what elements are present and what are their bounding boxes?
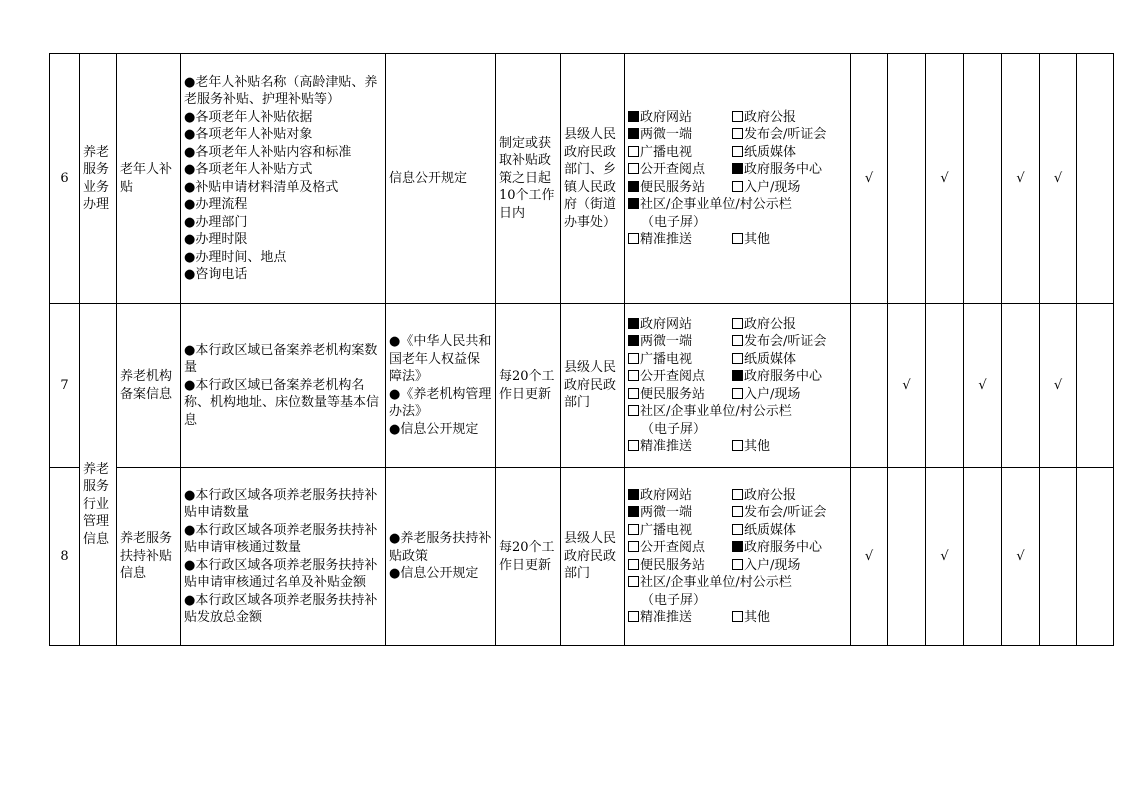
subject-cell: 县级人民政府民政部门、乡镇人民政府（街道办事处） xyxy=(561,54,625,304)
channel-option xyxy=(732,126,826,144)
timeline-cell: 每20个工作日更新 xyxy=(496,304,561,468)
channel-option xyxy=(732,609,770,627)
checked-box-icon xyxy=(628,506,639,517)
row-number: 8 xyxy=(50,468,80,646)
subject-cell: 县级人民政府民政部门 xyxy=(561,468,625,646)
channel-label: 政府服务中心 xyxy=(744,162,823,177)
check-cell: √ xyxy=(1040,54,1077,304)
channel-label: 社区/企事业单位/村公示栏 xyxy=(640,404,792,419)
channel-line xyxy=(628,438,847,456)
channel-option xyxy=(732,351,796,369)
content-line: ●办理部门 xyxy=(184,214,248,230)
channel-line xyxy=(628,522,847,540)
channel-option xyxy=(732,557,800,575)
check-cell: √ xyxy=(851,468,888,646)
channel-line xyxy=(628,539,847,557)
unchecked-box-icon xyxy=(732,489,743,500)
row-number: 7 xyxy=(50,304,80,468)
checked-box-icon xyxy=(732,370,743,381)
channel-option xyxy=(732,179,800,197)
checked-box-icon xyxy=(628,489,639,500)
channel-label: 政府公报 xyxy=(744,109,797,125)
channel-line xyxy=(628,609,847,627)
checked-box-icon xyxy=(732,541,743,552)
channel-label: 发布会/听证会 xyxy=(744,505,827,520)
check-cell xyxy=(851,304,888,468)
channel-option xyxy=(732,438,770,456)
content-line: ●各项老年人补贴方式 xyxy=(184,162,313,177)
timeline-cell: 每20个工作日更新 xyxy=(496,468,561,646)
channel-sub-label: （电子屏） xyxy=(641,592,707,608)
content-cell xyxy=(181,304,386,468)
unchecked-box-icon xyxy=(732,440,743,451)
check-cell xyxy=(1077,54,1114,304)
channel-line xyxy=(628,109,847,127)
basis-line: ●养老服务扶持补贴政策 xyxy=(389,531,492,564)
content-line: ●办理时间、地点 xyxy=(184,249,287,265)
check-cell xyxy=(964,468,1002,646)
channel-label: 精准推送 xyxy=(640,439,693,454)
channel-option xyxy=(732,144,796,162)
channel-option xyxy=(732,109,796,127)
basis-line: ●信息公开规定 xyxy=(389,566,479,582)
content-line: ●补贴申请材料清单及格式 xyxy=(184,179,339,195)
channel-label: 其他 xyxy=(744,439,771,454)
channel-option xyxy=(628,522,732,540)
channel-option xyxy=(732,368,822,386)
channel-sub-label: （电子屏） xyxy=(641,421,707,437)
channel-line xyxy=(628,368,847,386)
channel-label: 政府网站 xyxy=(640,109,693,125)
checked-box-icon xyxy=(628,318,639,329)
content-line: ●办理流程 xyxy=(184,197,248,212)
channel-option xyxy=(628,368,732,386)
channel-label: 便民服务站 xyxy=(640,386,706,402)
channel-line xyxy=(628,351,847,369)
unchecked-box-icon xyxy=(732,559,743,570)
channel-option xyxy=(628,557,732,575)
content-line: ●咨询电话 xyxy=(184,267,248,282)
checked-box-icon xyxy=(628,181,639,192)
check-cell: √ xyxy=(1002,468,1040,646)
channel-option xyxy=(628,574,792,592)
basis-cell xyxy=(386,468,496,646)
channel-option xyxy=(628,316,732,334)
channel-label: 政府服务中心 xyxy=(744,369,823,384)
channels-cell xyxy=(625,54,851,304)
channel-line xyxy=(628,403,847,421)
channel-label: 入户/现场 xyxy=(744,179,801,195)
check-cell xyxy=(1077,304,1114,468)
channel-option xyxy=(628,351,732,369)
content-line: ●各项老年人补贴依据 xyxy=(184,109,313,125)
item-cell: 养老服务扶持补贴信息 xyxy=(117,468,181,646)
unchecked-box-icon xyxy=(628,440,639,451)
channel-line xyxy=(628,504,847,522)
channel-label: 便民服务站 xyxy=(640,179,706,195)
unchecked-box-icon xyxy=(732,181,743,192)
channel-line xyxy=(628,557,847,575)
unchecked-box-icon xyxy=(628,163,639,174)
table-row xyxy=(50,304,1114,468)
timeline-cell: 制定或获取补贴政策之日起10个工作日内 xyxy=(496,54,561,304)
channel-sub-label: （电子屏） xyxy=(641,214,707,230)
unchecked-box-icon xyxy=(628,233,639,244)
channel-label: 发布会/听证会 xyxy=(744,127,827,142)
unchecked-box-icon xyxy=(628,541,639,552)
category-cell: 养老服务业务办理 xyxy=(80,54,117,304)
channel-option xyxy=(732,316,796,334)
channel-option xyxy=(628,231,732,249)
check-cell: √ xyxy=(926,468,964,646)
unchecked-box-icon xyxy=(732,233,743,244)
content-line: ●各项老年人补贴对象 xyxy=(184,127,313,142)
channel-line xyxy=(628,333,847,351)
basis-cell xyxy=(386,304,496,468)
channel-label: 社区/企事业单位/村公示栏 xyxy=(640,575,792,590)
channel-option xyxy=(628,386,732,404)
content-line: ●本行政区域各项养老服务扶持补贴申请审核通过数量 xyxy=(184,522,378,555)
content-line: ●本行政区域各项养老服务扶持补贴申请审核通过名单及补贴金额 xyxy=(184,557,378,590)
unchecked-box-icon xyxy=(628,576,639,587)
checked-box-icon xyxy=(628,111,639,122)
basis-line: ●《中华人民共和国老年人权益保障法》 xyxy=(389,334,492,384)
content-line: ●本行政区域已备案养老机构案数量 xyxy=(184,342,378,376)
channel-option xyxy=(628,539,732,557)
content-line: ●本行政区域各项养老服务扶持补贴申请数量 xyxy=(184,487,378,520)
subject-cell: 县级人民政府民政部门 xyxy=(561,304,625,468)
table-row xyxy=(50,54,1114,304)
check-cell xyxy=(1002,304,1040,468)
unchecked-box-icon xyxy=(732,353,743,364)
unchecked-box-icon xyxy=(732,111,743,122)
channel-label: 入户/现场 xyxy=(744,386,801,402)
category-cell: 养老服务行业管理信息 xyxy=(80,304,117,646)
unchecked-box-icon xyxy=(732,611,743,622)
channel-option xyxy=(628,487,732,505)
channel-option xyxy=(732,539,822,557)
content-line: ●办理时限 xyxy=(184,232,248,247)
check-cell: √ xyxy=(851,54,888,304)
channel-label: 两微一端 xyxy=(640,505,693,520)
channel-label: 政府服务中心 xyxy=(744,540,823,555)
check-cell: √ xyxy=(964,304,1002,468)
channel-label: 纸质媒体 xyxy=(744,522,797,538)
unchecked-box-icon xyxy=(628,353,639,364)
channel-label: 入户/现场 xyxy=(744,557,801,573)
channel-option xyxy=(628,126,732,144)
check-cell xyxy=(1077,468,1114,646)
check-cell xyxy=(888,468,926,646)
channels-cell xyxy=(625,468,851,646)
item-cell: 养老机构备案信息 xyxy=(117,304,181,468)
channel-label: 纸质媒体 xyxy=(744,144,797,160)
channel-option xyxy=(732,504,826,522)
check-cell xyxy=(926,304,964,468)
check-cell: √ xyxy=(926,54,964,304)
basis-line: ●《养老机构管理办法》 xyxy=(389,386,492,419)
unchecked-box-icon xyxy=(628,370,639,381)
channel-label: 精准推送 xyxy=(640,610,693,625)
channel-label: 两微一端 xyxy=(640,127,693,142)
channel-option xyxy=(628,179,732,197)
content-line: ●本行政区域各项养老服务扶持补贴发放总金额 xyxy=(184,592,378,625)
unchecked-box-icon xyxy=(628,559,639,570)
channel-label: 两微一端 xyxy=(640,334,693,349)
content-cell xyxy=(181,468,386,646)
content-line: ●各项老年人补贴内容和标准 xyxy=(184,144,352,160)
basis-line: ●信息公开规定 xyxy=(389,421,479,437)
channel-line xyxy=(628,126,847,144)
channel-line xyxy=(628,179,847,197)
check-cell xyxy=(964,54,1002,304)
channel-label: 纸质媒体 xyxy=(744,351,797,367)
basis-cell: 信息公开规定 xyxy=(386,54,496,304)
table-row xyxy=(50,468,1114,646)
channel-option xyxy=(732,487,796,505)
unchecked-box-icon xyxy=(628,405,639,416)
channel-line xyxy=(628,316,847,334)
unchecked-box-icon xyxy=(732,506,743,517)
item-cell: 老年人补贴 xyxy=(117,54,181,304)
check-cell xyxy=(888,54,926,304)
channel-option xyxy=(732,161,822,179)
channel-label: 广播电视 xyxy=(640,351,693,367)
channel-label: 其他 xyxy=(744,610,771,625)
unchecked-box-icon xyxy=(732,335,743,346)
checked-box-icon xyxy=(628,128,639,139)
channel-label: 政府网站 xyxy=(640,316,693,332)
checked-box-icon xyxy=(732,163,743,174)
channel-line xyxy=(628,196,847,214)
channel-option xyxy=(628,333,732,351)
content-line: ●老年人补贴名称（高龄津贴、养老服务补贴、护理补贴等） xyxy=(184,74,378,107)
channel-line xyxy=(628,574,847,592)
unchecked-box-icon xyxy=(732,146,743,157)
check-cell: √ xyxy=(888,304,926,468)
unchecked-box-icon xyxy=(732,128,743,139)
disclosure-table xyxy=(49,53,1114,646)
unchecked-box-icon xyxy=(628,611,639,622)
channel-option xyxy=(732,333,826,351)
check-cell: √ xyxy=(1002,54,1040,304)
channel-option xyxy=(732,386,800,404)
channel-line xyxy=(628,161,847,179)
channel-label: 广播电视 xyxy=(640,144,693,160)
unchecked-box-icon xyxy=(732,524,743,535)
unchecked-box-icon xyxy=(732,388,743,399)
channel-label: 社区/企事业单位/村公示栏 xyxy=(640,197,792,212)
content-cell xyxy=(181,54,386,304)
channel-line xyxy=(628,386,847,404)
channel-label: 精准推送 xyxy=(640,232,693,247)
channel-line xyxy=(628,144,847,162)
unchecked-box-icon xyxy=(732,318,743,329)
channels-cell xyxy=(625,304,851,468)
channel-option xyxy=(732,522,796,540)
channel-label: 公开查阅点 xyxy=(640,540,706,555)
channel-label: 发布会/听证会 xyxy=(744,334,827,349)
check-cell xyxy=(1040,468,1077,646)
channel-option xyxy=(628,109,732,127)
channel-option xyxy=(628,504,732,522)
checked-box-icon xyxy=(628,335,639,346)
unchecked-box-icon xyxy=(628,146,639,157)
channel-line xyxy=(628,231,847,249)
channel-label: 政府公报 xyxy=(744,487,797,503)
channel-label: 公开查阅点 xyxy=(640,162,706,177)
unchecked-box-icon xyxy=(628,524,639,535)
unchecked-box-icon xyxy=(628,388,639,399)
channel-label: 政府公报 xyxy=(744,316,797,332)
channel-option xyxy=(628,609,732,627)
channel-option xyxy=(732,231,770,249)
channel-label: 广播电视 xyxy=(640,522,693,538)
channel-label: 公开查阅点 xyxy=(640,369,706,384)
channel-label: 便民服务站 xyxy=(640,557,706,573)
channel-option xyxy=(628,196,792,214)
channel-option xyxy=(628,161,732,179)
channel-option xyxy=(628,403,792,421)
channel-line xyxy=(628,487,847,505)
channel-label: 其他 xyxy=(744,232,771,247)
channel-option xyxy=(628,438,732,456)
check-cell: √ xyxy=(1040,304,1077,468)
content-line: ●本行政区域已备案养老机构名称、机构地址、床位数量等基本信息 xyxy=(184,377,380,428)
checked-box-icon xyxy=(628,198,639,209)
channel-option xyxy=(628,144,732,162)
channel-label: 政府网站 xyxy=(640,487,693,503)
row-number: 6 xyxy=(50,54,80,304)
